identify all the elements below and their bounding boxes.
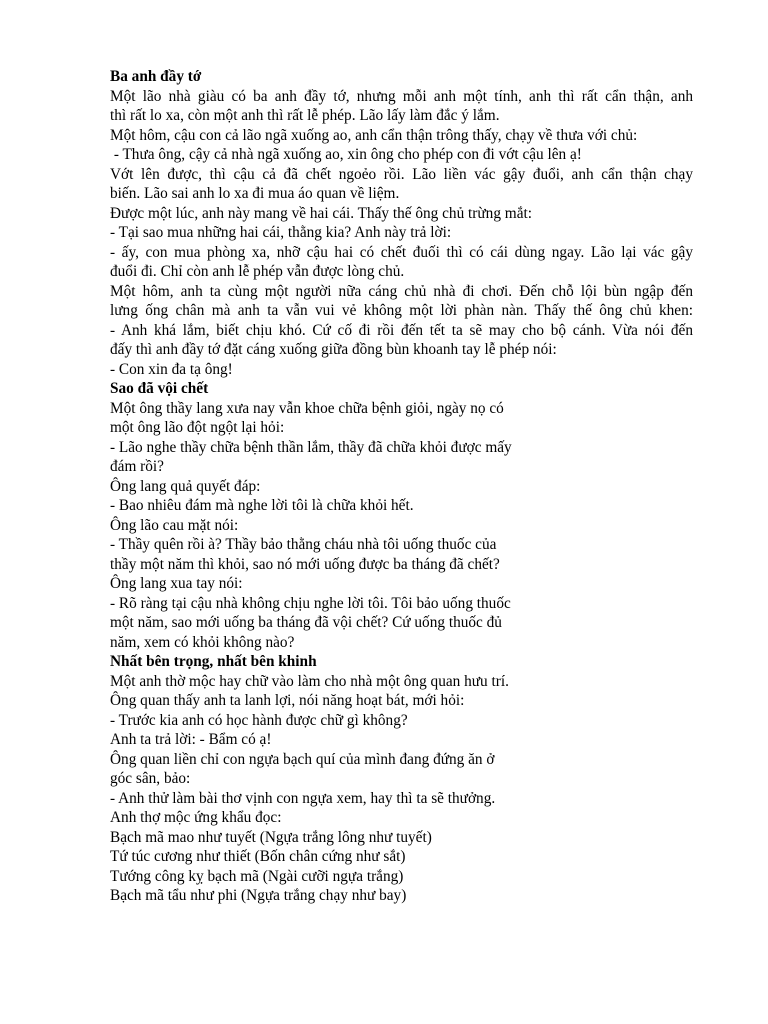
text-line: - Lão nghe thầy chữa bệnh thần lắm, thầy đã chữa khỏi được mấy (110, 438, 512, 456)
text-line: - Rõ ràng tại cậu nhà không chịu nghe lời tôi. Tôi bảo uống thuốc (110, 594, 511, 612)
text-line: Một anh thờ mộc hay chữ vào làm cho nhà một ông quan hưu trí. (110, 672, 509, 690)
text-line: - Thưa ông, cậy cả nhà ngã xuống ao, xin ông cho phép con đi vớt cậu lên ạ! (110, 146, 582, 163)
text-line: - Anh thử làm bài thơ vịnh con ngựa xem, hay thì ta sẽ thưởng. (110, 789, 496, 807)
section-heading: Nhất bên trọng, nhất bên khinh (110, 653, 317, 670)
text-line: Bạch mã mao như tuyết (Ngựa trắng lông như tuyết) (110, 828, 432, 846)
text-line: Ông lang quả quyết đáp: (110, 477, 261, 495)
text-line: Được một lúc, anh này mang về hai cái. Thấy thế ông chủ trừng mắt: (110, 204, 532, 222)
text-line: - Con xin đa tạ ông! (110, 360, 233, 378)
text-line: lưng ống chân mà anh ta vẫn vui vẻ không một lời phàn nàn. Thấy thế ông chủ khen: (110, 302, 693, 319)
text-line: Bạch mã tẩu như phi (Ngựa trắng chạy như bay) (110, 887, 407, 904)
text-line: Anh thợ mộc ứng khẩu đọc: (110, 809, 282, 826)
text-line: Anh ta trả lời: - Bẩm có ạ! (110, 731, 272, 748)
text-line: - Trước kia anh có học hành được chữ gì không? (110, 711, 408, 729)
text-line: Một ông thầy lang xưa nay vẫn khoe chữa bệnh giỏi, ngày nọ có (110, 399, 504, 417)
text-line: một ông lão đột ngột lại hỏi: (110, 419, 285, 436)
text-line: Một hôm, cậu con cả lão ngã xuống ao, anh cẩn thận trông thấy, chạy về thưa với chủ: (110, 126, 638, 144)
text-line: Ông quan liền chỉ con ngựa bạch quí của mình đang đứng ăn ở (110, 750, 495, 768)
text-line: Tướng công kỵ bạch mã (Ngài cưỡi ngựa trắng) (110, 867, 404, 885)
text-line: Ông lang xua tay nói: (110, 575, 243, 592)
text-line: - Thầy quên rồi à? Thầy bảo thằng cháu nhà tôi uống thuốc của (110, 536, 497, 553)
section-heading: Sao đã vội chết (110, 380, 209, 397)
text-line: một năm, sao mới uống ba tháng đã vội chết? Cứ uống thuốc đủ (110, 614, 502, 631)
text-line: đám rồi? (110, 458, 164, 475)
text-line: thầy một năm thì khỏi, sao nó mới uống được ba tháng đã chết? (110, 555, 500, 573)
text-line: Một lão nhà giàu có ba anh đầy tớ, nhưng mỗi anh một tính, anh thì rất cẩn thận, anh (110, 87, 693, 105)
text-line: Vớt lên được, thì cậu cả đã chết ngoẻo rồi. Lão liền vác gậy đuổi, anh cẩn thận chạy (110, 165, 693, 183)
document-page (110, 67, 693, 906)
text-line: năm, xem có khỏi không nào? (110, 633, 295, 651)
text-line: góc sân, bảo: (110, 770, 191, 787)
section-heading: Ba anh đầy tớ (110, 68, 202, 85)
text-line: đấy thì anh đầy tớ đặt cáng xuống giữa đồng bùn khoanh tay lễ phép nói: (110, 341, 557, 358)
text-line: - Anh khá lắm, biết chịu khó. Cứ cố đi rồi đến tết ta sẽ may cho bộ cánh. Vừa nói đến (110, 321, 693, 339)
text-line: đuổi đi. Chỉ còn anh lễ phép vẫn được lòng chủ. (110, 263, 405, 280)
text-line: - Tại sao mua những hai cái, thằng kia? Anh này trả lời: (110, 224, 452, 241)
text-line: thì rất lo xa, còn một anh thì rất lễ phép. Lão lấy làm đắc ý lắm. (110, 107, 500, 124)
text-line: Ông lão cau mặt nói: (110, 516, 239, 534)
text-line: Một hôm, anh ta cùng một người nữa cáng chủ nhà đi chơi. Đến chỗ lội bùn ngập đến (110, 282, 693, 300)
text-line: biến. Lão sai anh lo xa đi mua áo quan về liệm. (110, 185, 400, 202)
text-line: - Bao nhiêu đám mà nghe lời tôi là chữa khỏi hết. (110, 497, 414, 514)
text-line: Ông quan thấy anh ta lanh lợi, nói năng hoạt bát, mới hỏi: (110, 692, 465, 709)
text-line: Tứ túc cương như thiết (Bốn chân cứng như sắt) (110, 848, 406, 865)
text-line: - ấy, con mua phòng xa, nhỡ cậu hai có chết đuối thì có cái dùng ngay. Lão lại vác gậy (110, 243, 693, 261)
